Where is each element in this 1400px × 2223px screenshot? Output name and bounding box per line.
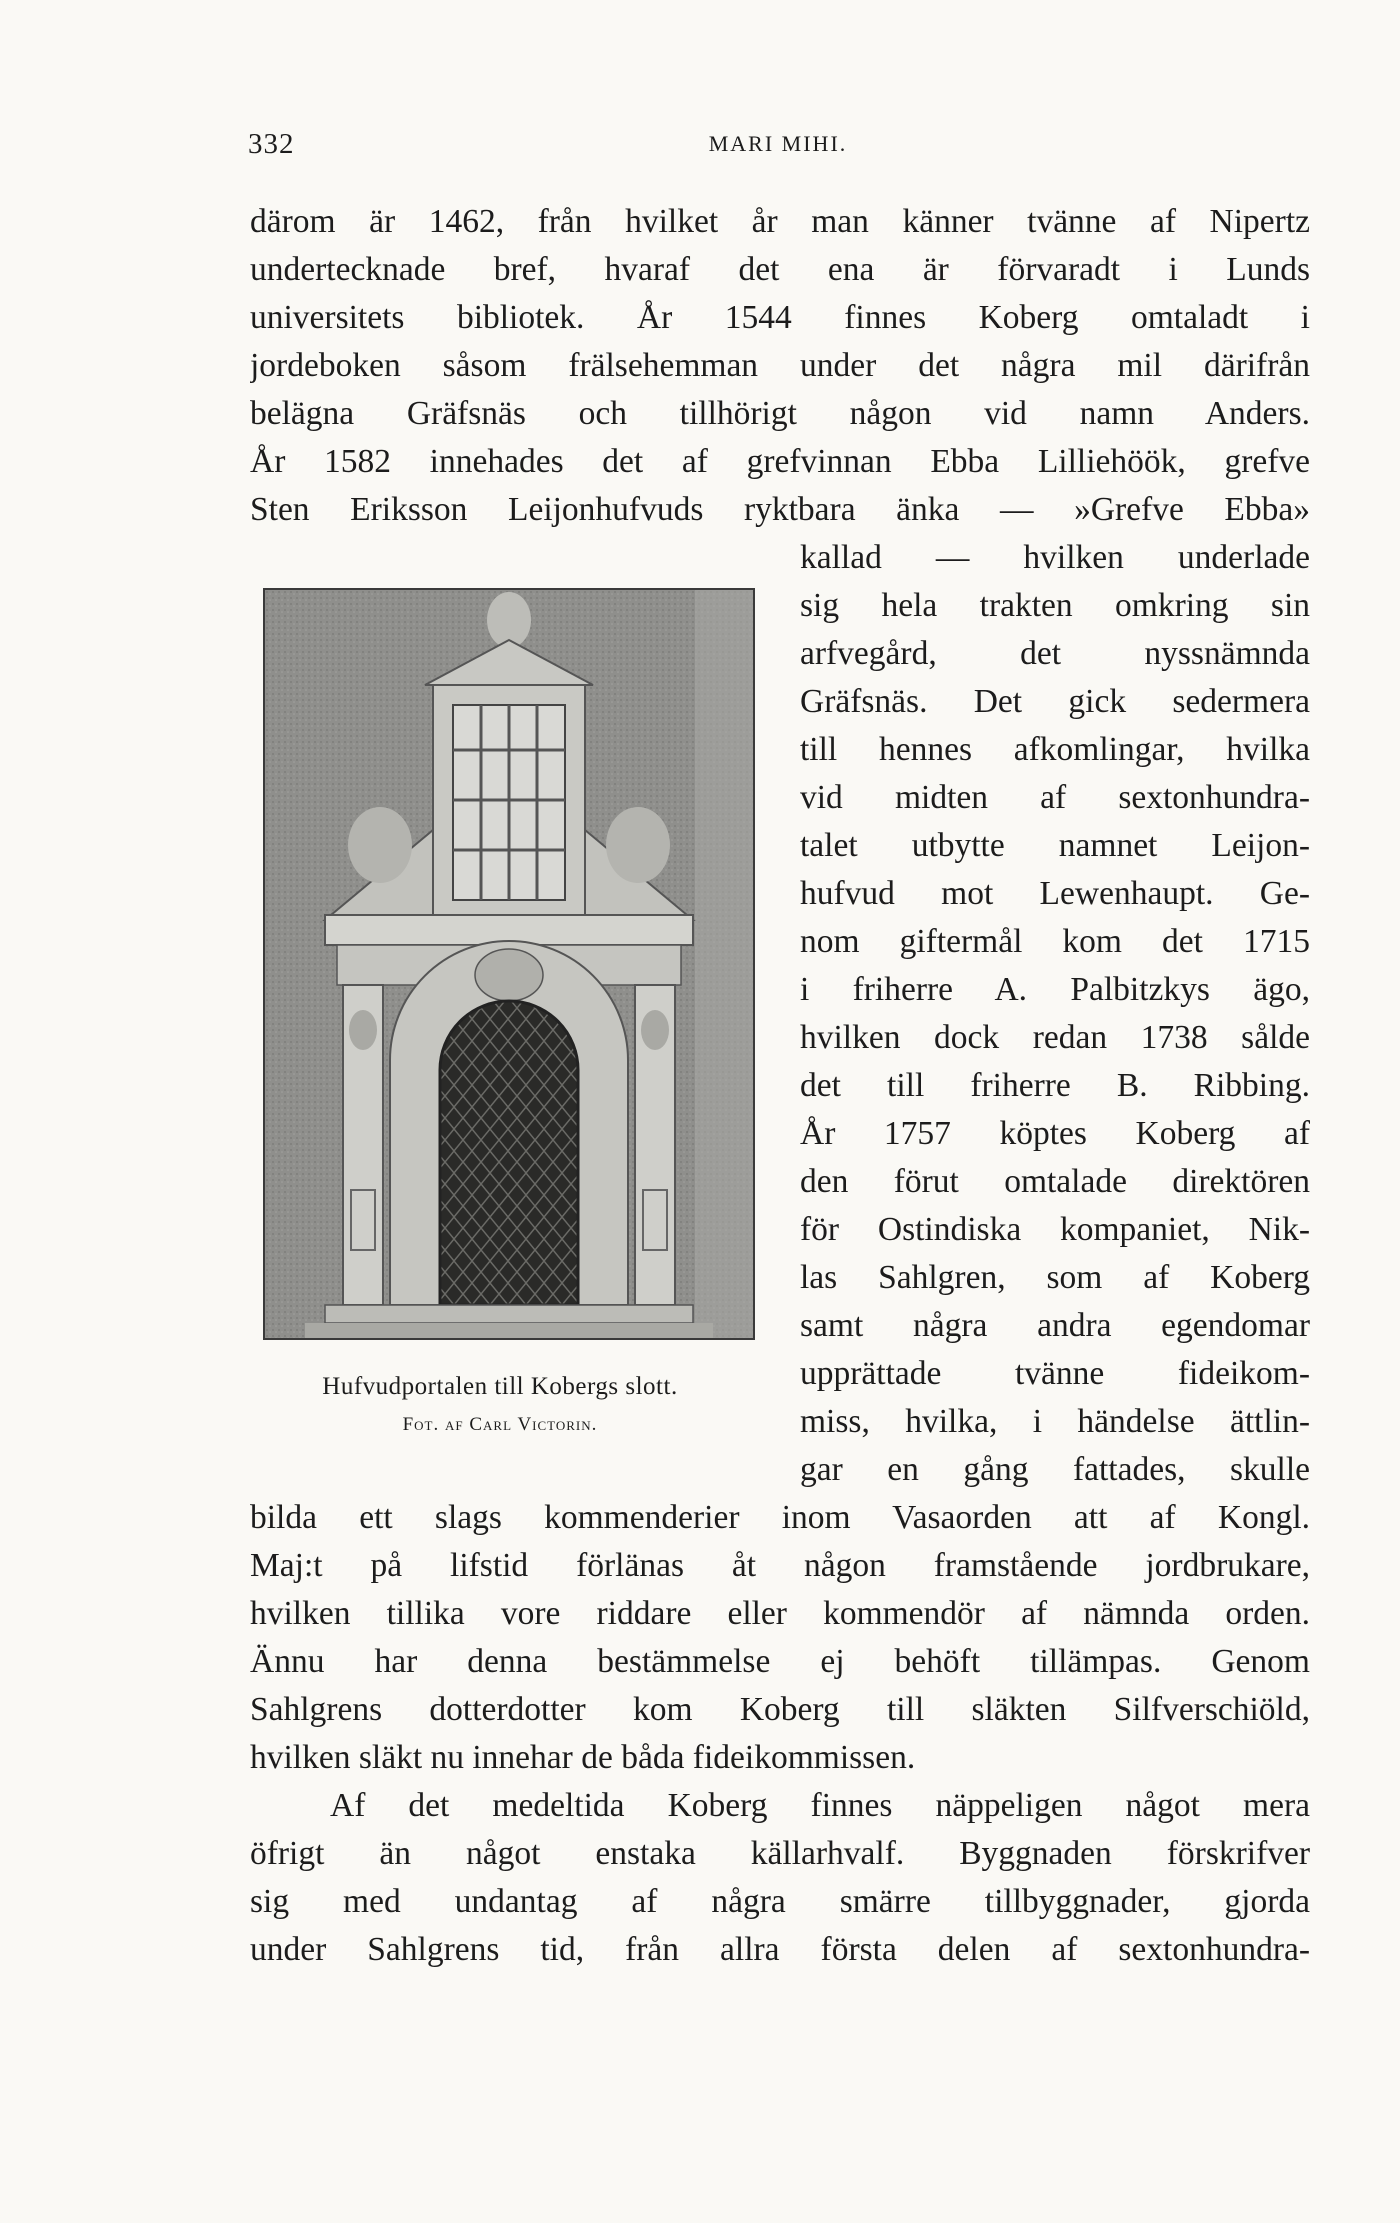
text-line: till hennes afkomlingar, hvilka xyxy=(800,731,1310,768)
text-line: gar en gång fattades, skulle xyxy=(800,1451,1310,1488)
page-number: 332 xyxy=(248,128,295,160)
text-line: Sahlgrens dotterdotter kom Koberg till släkten Silfverschiöld, xyxy=(250,1691,1310,1728)
text-line: kallad — hvilken underlade xyxy=(800,539,1310,576)
text-line: År 1757 köptes Koberg af xyxy=(800,1115,1310,1152)
portal-illustration xyxy=(265,590,753,1338)
text-line: hvilken tillika vore riddare eller kommendör af nämnda orden. xyxy=(250,1595,1310,1632)
text-line: sig hela trakten omkring sin xyxy=(800,587,1310,624)
text-line: universitets bibliotek. År 1544 finnes Koberg omtaladt i xyxy=(250,299,1310,336)
text-line: arfvegård, det nyssnämnda xyxy=(800,635,1310,672)
text-line: hvilken släkt nu innehar de båda fideikommissen. xyxy=(250,1739,916,1776)
photo-credit: Fot. af Carl Victorin. xyxy=(402,1414,598,1435)
text-line: miss, hvilka, i händelse ättlin- xyxy=(800,1403,1310,1440)
text-line: Maj:t på lifstid förlänas åt någon framstående jordbrukare, xyxy=(250,1547,1310,1584)
text-line: i friherre A. Palbitzkys ägo, xyxy=(800,971,1310,1008)
portal-photo xyxy=(263,588,755,1340)
text-line: vid midten af sextonhundra- xyxy=(800,779,1310,816)
text-line: samt några andra egendomar xyxy=(800,1307,1310,1344)
text-line: den förut omtalade direktören xyxy=(800,1163,1310,1200)
paragraph-first-line: Af det medeltida Koberg finnes näppeligen något mera xyxy=(330,1787,1310,1824)
text-line: därom är 1462, från hvilket år man känner tvänne af Nipertz xyxy=(250,203,1310,240)
text-line: sig med undantag af några smärre tillbyggnader, gjorda xyxy=(250,1883,1310,1920)
text-line: las Sahlgren, som af Koberg xyxy=(800,1259,1310,1296)
text-line: År 1582 innehades det af grefvinnan Ebba Lilliehöök, grefve xyxy=(250,443,1310,480)
text-line: Gräfsnäs. Det gick sedermera xyxy=(800,683,1310,720)
text-line: Ännu har denna bestämmelse ej behöft tillämpas. Genom xyxy=(250,1643,1310,1680)
running-title: MARI MIHI. xyxy=(708,131,848,156)
text-line: hufvud mot Lewenhaupt. Ge- xyxy=(800,875,1310,912)
text-line: Sten Eriksson Leijonhufvuds ryktbara änka — »Grefve Ebba» xyxy=(250,491,1310,528)
text-line: undertecknade bref, hvaraf det ena är förvaradt i Lunds xyxy=(250,251,1310,288)
text-line: det till friherre B. Ribbing. xyxy=(800,1067,1310,1104)
text-line: öfrigt än något enstaka källarhvalf. Byggnaden förskrifver xyxy=(250,1835,1310,1872)
figure-caption: Hufvudportalen till Kobergs slott. xyxy=(322,1373,678,1400)
text-line: talet utbytte namnet Leijon- xyxy=(800,827,1310,864)
text-line: belägna Gräfsnäs och tillhörigt någon vid namn Anders. xyxy=(250,395,1310,432)
text-line: jordeboken såsom frälsehemman under det några mil därifrån xyxy=(250,347,1310,384)
text-line: nom giftermål kom det 1715 xyxy=(800,923,1310,960)
page-header xyxy=(248,128,1308,168)
text-line: under Sahlgrens tid, från allra första delen af sextonhundra- xyxy=(250,1931,1310,1968)
text-line: för Ostindiska kompaniet, Nik- xyxy=(800,1211,1310,1248)
text-line: upprättade tvänne fideikom- xyxy=(800,1355,1310,1392)
text-line: hvilken dock redan 1738 sålde xyxy=(800,1019,1310,1056)
text-line: bilda ett slags kommenderier inom Vasaorden att af Kongl. xyxy=(250,1499,1310,1536)
